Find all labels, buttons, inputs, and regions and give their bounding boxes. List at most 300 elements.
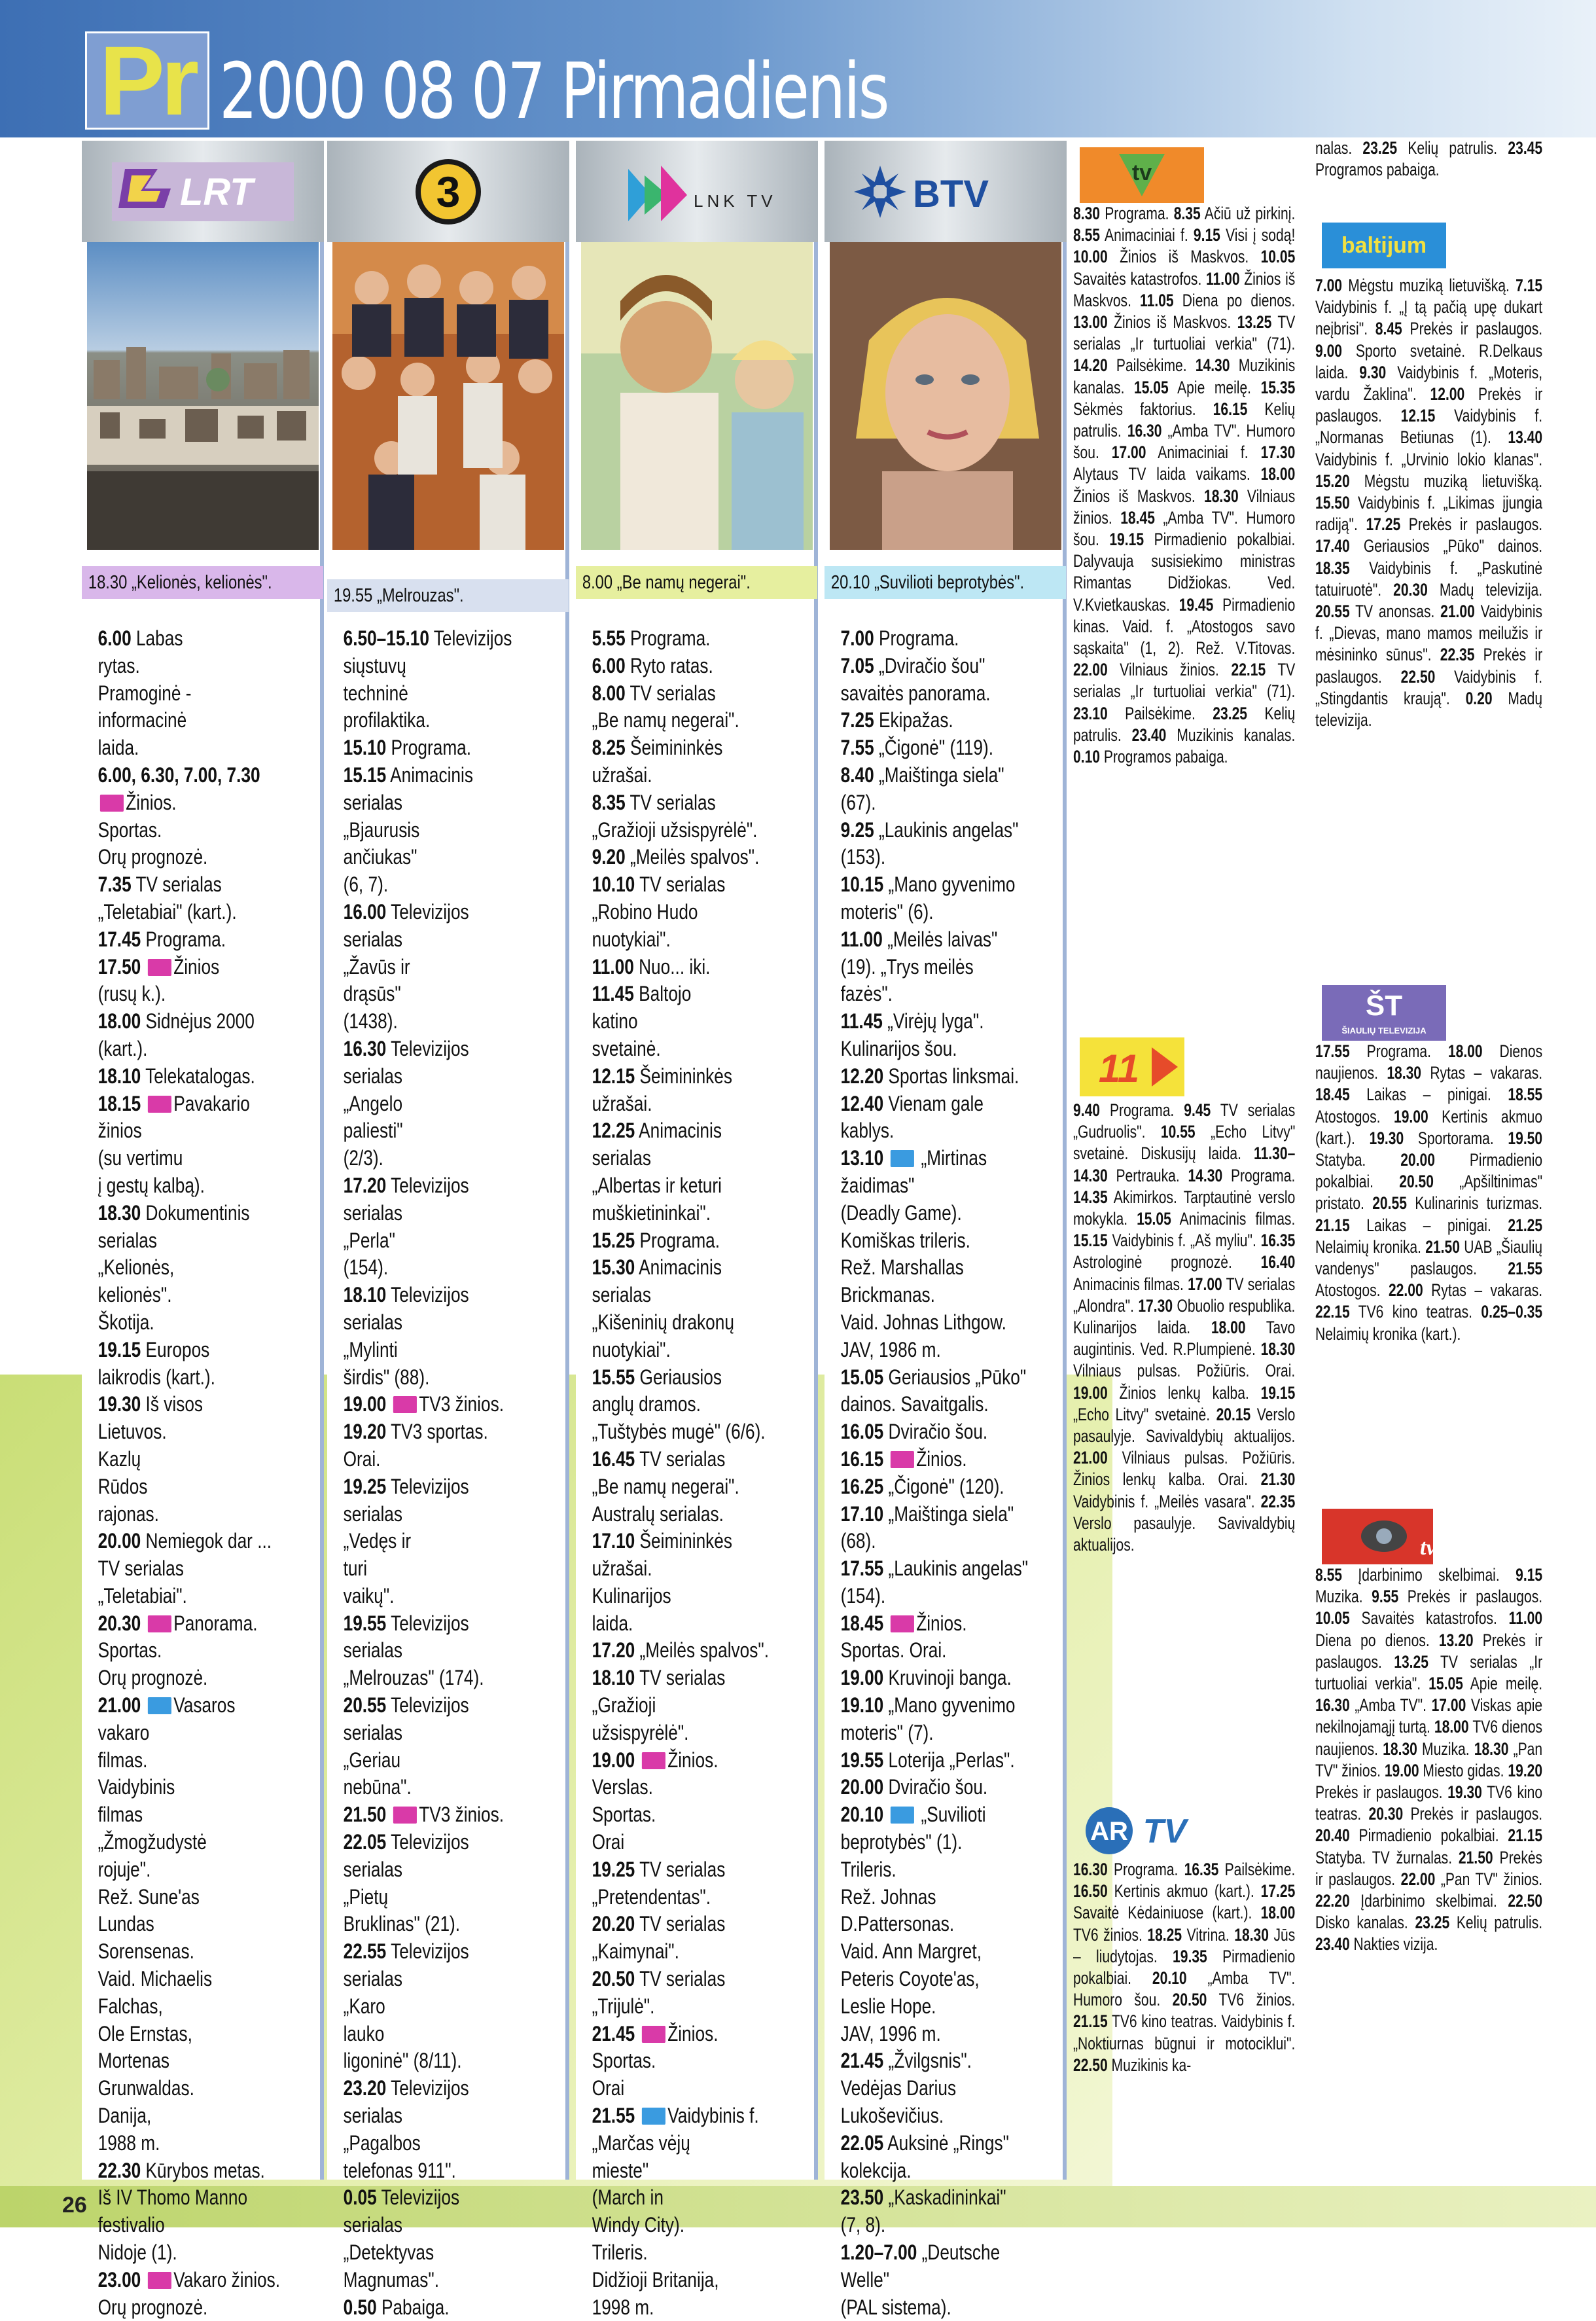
schedule-line: turi bbox=[343, 1556, 368, 1581]
schedule-line: katino bbox=[592, 1009, 638, 1034]
schedule-line: 22.55 Televizijos bbox=[343, 1939, 469, 1964]
schedule-line: 20.55 Televizijos bbox=[343, 1693, 469, 1718]
vilnius-tv-schedule-end: nalas. 23.25 Kelių patrulis. 23.45 Programos pabaiga. bbox=[1315, 138, 1543, 180]
schedule-line: (su vertimu bbox=[98, 1146, 183, 1170]
schedule-line: moteris" (7). bbox=[840, 1720, 934, 1744]
schedule-line: (67). bbox=[840, 790, 876, 814]
schedule-line: 22.05 Auksinė „Rings" bbox=[840, 2131, 1009, 2155]
schedule-line: serialas bbox=[343, 1064, 403, 1088]
schedule-line: 17.20 „Meilės spalvos". bbox=[592, 1638, 769, 1663]
schedule-line: „Geriau bbox=[343, 1748, 401, 1772]
schedule-line: 10.15 „Mano gyvenimo bbox=[840, 873, 1016, 897]
schedule-line: „Karo bbox=[343, 1994, 385, 2018]
schedule-line: Orai bbox=[592, 2076, 625, 2100]
schedule-line: Grunwaldas. bbox=[98, 2076, 194, 2100]
schedule-line: 17.55 „Laukinis angelas" bbox=[840, 1556, 1029, 1581]
tv3-photo bbox=[332, 242, 564, 550]
schedule-line: užsispyrėlė". bbox=[592, 1720, 689, 1744]
vilnius-tv-logo bbox=[1080, 147, 1204, 203]
schedule-line: „Žavūs ir bbox=[343, 954, 410, 979]
schedule-line: (7, 8). bbox=[840, 2213, 886, 2237]
schedule-line: 16.45 TV serialas bbox=[592, 1447, 726, 1471]
schedule-line: 6.00 Labas bbox=[98, 626, 183, 650]
lrt-logo-icon bbox=[108, 156, 298, 228]
btv-highlight: 20.10 „Suvilioti beprotybės". bbox=[825, 566, 1066, 599]
schedule-line: (68). bbox=[840, 1529, 876, 1553]
schedule-line: „Melrouzas" (174). bbox=[343, 1666, 484, 1690]
schedule-line: Sportas. bbox=[98, 818, 162, 842]
schedule-line: vaikų". bbox=[343, 1583, 395, 1608]
schedule-line: 8.40 „Maištinga siela" bbox=[840, 763, 1004, 787]
schedule-line: 0.50 Pabaiga. bbox=[343, 2295, 450, 2319]
schedule-line: Australų serialas. bbox=[592, 1502, 724, 1526]
svg-text:11: 11 bbox=[1098, 1047, 1140, 1090]
schedule-line: techninė bbox=[343, 681, 408, 705]
schedule-line: rojuje". bbox=[98, 1857, 151, 1881]
schedule-line: telefonas 911". bbox=[343, 2158, 456, 2182]
schedule-line: Orai. bbox=[343, 1447, 381, 1471]
svg-text:tv: tv bbox=[1420, 1536, 1436, 1560]
schedule-line: „Albertas ir keturi bbox=[592, 1173, 722, 1197]
schedule-line: Komiškas trileris. bbox=[840, 1228, 970, 1252]
schedule-line: 16.30 Televizijos bbox=[343, 1036, 469, 1060]
schedule-line: Vaid. Michaelis bbox=[98, 1967, 213, 1991]
lnk-highlight: 8.00 „Be namų negerai". bbox=[576, 566, 817, 599]
schedule-line: Lietuvos. bbox=[98, 1420, 167, 1444]
schedule-line: Leslie Hope. bbox=[840, 1994, 936, 2018]
schedule-line: 7.00 Programa. bbox=[840, 626, 959, 650]
schedule-line: 19.10 „Mano gyvenimo bbox=[840, 1693, 1016, 1718]
page-title: 2000 08 07 Pirmadienis bbox=[219, 46, 888, 136]
film-icon bbox=[148, 1697, 171, 1714]
schedule-line: Sportas. bbox=[98, 1638, 162, 1663]
schedule-line: 11.00 „Meilės laivas" bbox=[840, 927, 998, 951]
schedule-line: „Be namų negerai". bbox=[592, 1474, 739, 1498]
schedule-line: „Vedęs ir bbox=[343, 1529, 412, 1553]
schedule-line: Vaid. Ann Margret, bbox=[840, 1939, 982, 1964]
schedule-line: „Gražioji užsispyrėlė". bbox=[592, 818, 758, 842]
schedule-line: 22.05 Televizijos bbox=[343, 1830, 469, 1854]
schedule-line: laida. bbox=[592, 1611, 633, 1635]
schedule-line: 11.45 „Virėjų lyga". bbox=[840, 1009, 984, 1034]
svg-text:tv: tv bbox=[1131, 160, 1152, 185]
lnk-schedule bbox=[576, 625, 817, 2321]
schedule-line: Rūdos bbox=[98, 1474, 148, 1498]
schedule-line: Rež. Sune'as bbox=[98, 1884, 200, 1909]
tv-news-icon bbox=[393, 1807, 417, 1824]
schedule-line: 7.05 „Dviračio šou" bbox=[840, 653, 985, 677]
schedule-line: Didžioji Britanija, bbox=[592, 2267, 719, 2292]
tv-news-icon bbox=[148, 1615, 171, 1632]
schedule-line: Bruklinas" (21). bbox=[343, 1912, 461, 1936]
lrt-logo-text: LRT bbox=[180, 170, 253, 213]
schedule-line: 17.50 Žinios bbox=[98, 954, 220, 979]
schedule-line: 20.50 TV serialas bbox=[592, 1967, 726, 1991]
schedule-line: ligoninė" (8/11). bbox=[343, 2049, 462, 2073]
schedule-line: 18.00 Sidnėjus 2000 bbox=[98, 1009, 255, 1034]
schedule-line: kelionės". bbox=[98, 1283, 172, 1307]
schedule-line: laikrodis (kart.). bbox=[98, 1365, 215, 1389]
schedule-line: Lukoševičius. bbox=[840, 2104, 944, 2128]
schedule-line: 23.20 Televizijos bbox=[343, 2076, 469, 2100]
artv-schedule: 16.30 Programa. 16.35 Pailsėkime. 16.50 Kertinis akmuo (kart.). 17.25 Savaitė Kėdainiuose (kart.). 18.00 TV6 žinios. 18.25 Vitrina. 18.30 Jūs – liudytojas. 19.35 Pirmadienio pokalbiai. 20.10 „Amba TV". Humoro šou. 20.50 TV6 žinios. 21.15 TV6 kino teatras. Vaidybinis f. „Noktiurnas būgnui ir motociklui". 22.50 Muzikinis ka- bbox=[1073, 1860, 1296, 2075]
schedule-line: žaidimas" bbox=[840, 1173, 915, 1197]
schedule-line: „Žmogžudystė bbox=[98, 1830, 207, 1854]
schedule-line: 15.30 Animacinis bbox=[592, 1255, 722, 1280]
schedule-line: 16.25 „Čigonė" (120). bbox=[840, 1474, 1004, 1498]
schedule-line: 18.10 Televizijos bbox=[343, 1283, 469, 1307]
schedule-line: 19.30 Iš visos bbox=[98, 1392, 204, 1416]
schedule-line: 21.50 TV3 žinios. bbox=[343, 1803, 504, 1827]
schedule-line: Sportas. bbox=[592, 1803, 656, 1827]
page-number: 26 bbox=[62, 2193, 87, 2218]
schedule-line: TV serialas bbox=[98, 1556, 184, 1581]
schedule-line: profilaktika. bbox=[343, 708, 431, 732]
schedule-line: Verslas. bbox=[592, 1775, 653, 1799]
schedule-line: 17.20 Televizijos bbox=[343, 1173, 469, 1197]
schedule-line: 17.10 „Maištinga siela" bbox=[840, 1502, 1014, 1526]
schedule-line: 20.20 TV serialas bbox=[592, 1912, 726, 1936]
eleven-logo bbox=[1080, 1037, 1184, 1096]
schedule-line: 20.30 Panorama. bbox=[98, 1611, 258, 1635]
schedule-line: filmas. bbox=[98, 1748, 148, 1772]
schedule-line: Kulinarijos bbox=[592, 1583, 671, 1608]
tv3-logo-icon bbox=[409, 153, 488, 231]
schedule-line: Trileris. bbox=[840, 1857, 896, 1881]
schedule-line: „Tuštybės mugė" (6/6). bbox=[592, 1420, 766, 1444]
schedule-line: 18.45 Žinios. bbox=[840, 1611, 967, 1635]
schedule-line: muškietininkai". bbox=[592, 1200, 711, 1225]
schedule-line: „Robino Hudo bbox=[592, 899, 698, 924]
svg-text:TV: TV bbox=[1143, 1812, 1187, 1850]
schedule-line: D.Pattersonas. bbox=[840, 1912, 955, 1936]
schedule-line: 12.15 Šeimininkės bbox=[592, 1064, 733, 1088]
schedule-line: kolekcija. bbox=[840, 2158, 912, 2182]
schedule-line: Vedėjas Darius bbox=[840, 2076, 957, 2100]
schedule-line: „Mylinti bbox=[343, 1337, 398, 1361]
schedule-line: 12.25 Animacinis bbox=[592, 1119, 722, 1143]
film-icon bbox=[891, 1150, 914, 1167]
tv-news-icon bbox=[148, 2272, 171, 2289]
day-abbreviation: Pr bbox=[99, 26, 196, 135]
schedule-line: 19.55 Loterija „Perlas". bbox=[840, 1748, 1015, 1772]
column-btv bbox=[825, 141, 1067, 2319]
schedule-line: 23.00 Vakaro žinios. bbox=[98, 2267, 281, 2292]
schedule-line: 15.15 Animacinis bbox=[343, 763, 473, 787]
lrt-logo bbox=[82, 141, 324, 242]
schedule-line: Orų prognozė. bbox=[98, 1666, 208, 1690]
schedule-line: 1.20–7.00 „Deutsche bbox=[840, 2240, 1001, 2265]
column-tv3 bbox=[327, 141, 569, 2319]
svg-text:ŠIAULIŲ TELEVIZIJA: ŠIAULIŲ TELEVIZIJA bbox=[1341, 1026, 1427, 1035]
schedule-line: 10.10 TV serialas bbox=[592, 873, 726, 897]
schedule-line: 16.15 Žinios. bbox=[840, 1447, 967, 1471]
day-badge bbox=[85, 26, 209, 135]
schedule-line: serialas bbox=[592, 1146, 652, 1170]
schedule-line: užrašai. bbox=[592, 763, 652, 787]
schedule-line: „Teletabiai" (kart.). bbox=[98, 899, 237, 924]
schedule-line: 6.00 Ryto ratas. bbox=[592, 653, 713, 677]
side-column-left bbox=[1073, 141, 1302, 2183]
schedule-line: vakaro bbox=[98, 1720, 150, 1744]
schedule-line: 23.50 „Kaskadininkai" bbox=[840, 2186, 1006, 2210]
schedule-line: svetainė. bbox=[592, 1036, 661, 1060]
btv-photo bbox=[830, 242, 1061, 550]
svg-text:AR: AR bbox=[1090, 1817, 1128, 1846]
svg-text:ŠT: ŠT bbox=[1365, 990, 1403, 1022]
schedule-line: Sportas. Orai. bbox=[840, 1638, 947, 1663]
schedule-line: serialas bbox=[343, 1310, 403, 1334]
schedule-line: 17.45 Programa. bbox=[98, 927, 226, 951]
tv-news-icon bbox=[891, 1615, 914, 1632]
schedule-line: rajonas. bbox=[98, 1502, 159, 1526]
schedule-line: „Gražioji bbox=[592, 1693, 656, 1718]
side-column-right bbox=[1315, 138, 1551, 2183]
schedule-line: Brickmanas. bbox=[840, 1283, 935, 1307]
schedule-line: Sorensenas. bbox=[98, 1939, 194, 1964]
schedule-line: 16.00 Televizijos bbox=[343, 899, 469, 924]
film-icon bbox=[891, 1807, 914, 1824]
schedule-line: (March in bbox=[592, 2186, 664, 2210]
schedule-line: 21.45 „Žvilgsnis". bbox=[840, 2049, 972, 2073]
schedule-line: Žinios. bbox=[98, 789, 323, 817]
column-lnk bbox=[576, 141, 818, 2319]
schedule-line: 19.15 Europos bbox=[98, 1337, 210, 1361]
schedule-line: beprotybės" (1). bbox=[840, 1830, 963, 1854]
lnk-photo bbox=[581, 242, 813, 550]
schedule-line: (PAL sistema). bbox=[840, 2295, 951, 2319]
schedule-line: 21.00 Vasaros bbox=[98, 1693, 236, 1718]
schedule-line: 9.25 „Laukinis angelas" bbox=[840, 818, 1019, 842]
schedule-line: 11.45 Baltojo bbox=[592, 982, 692, 1006]
schedule-line: (kart.). bbox=[98, 1036, 148, 1060]
schedule-line: 19.25 TV serialas bbox=[592, 1857, 726, 1881]
schedule-line: Rež. Marshallas bbox=[840, 1255, 964, 1280]
schedule-line: 20.00 Dviračio šou. bbox=[840, 1775, 988, 1799]
schedule-line: „Perla" bbox=[343, 1228, 395, 1252]
lrt-schedule bbox=[82, 625, 323, 2321]
schedule-line: Welle" bbox=[840, 2267, 890, 2292]
schedule-line: serialas bbox=[98, 1228, 158, 1252]
tv-eye-logo bbox=[1322, 1509, 1436, 1564]
schedule-line: 7.55 „Čigonė" (119). bbox=[840, 736, 994, 760]
schedule-line: 17.10 Šeimininkės bbox=[592, 1529, 733, 1553]
schedule-line: „Detektyvas bbox=[343, 2240, 434, 2265]
schedule-line: paliesti" bbox=[343, 1119, 403, 1143]
schedule-line: 15.10 Programa. bbox=[343, 736, 472, 760]
schedule-line: anglų dramos. bbox=[592, 1392, 701, 1416]
schedule-line: serialas bbox=[343, 1720, 403, 1744]
schedule-line: 1998 m. bbox=[592, 2295, 654, 2319]
btv-logo-text: BTV bbox=[913, 172, 989, 215]
schedule-line: „Trijulė". bbox=[592, 1994, 655, 2018]
schedule-line: Ole Ernstas, bbox=[98, 2021, 192, 2045]
schedule-line: informacinė bbox=[98, 708, 187, 732]
schedule-line: Falchas, bbox=[98, 1994, 163, 2018]
schedule-line: JAV, 1986 m. bbox=[840, 1337, 941, 1361]
schedule-line: savaitės panorama. bbox=[840, 681, 991, 705]
lnk-logo-text: LNK TV bbox=[694, 190, 777, 211]
schedule-line: (1438). bbox=[343, 1009, 398, 1034]
schedule-line: Sportas. bbox=[592, 2049, 656, 2073]
schedule-line: 12.40 Vienam gale bbox=[840, 1091, 984, 1115]
schedule-line: Danija, bbox=[98, 2104, 152, 2128]
schedule-line: Pramoginė - bbox=[98, 681, 192, 705]
schedule-line: serialas bbox=[343, 1857, 403, 1881]
lrt-highlight: 18.30 „Kelionės, kelionės". bbox=[82, 566, 323, 599]
tv-news-icon bbox=[891, 1451, 914, 1468]
schedule-line: 20.00 Nemiegok dar ... bbox=[98, 1529, 272, 1553]
schedule-line: „Pietų bbox=[343, 1884, 389, 1909]
schedule-line: Kulinarijos šou. bbox=[840, 1036, 957, 1060]
schedule-line: 1988 m. bbox=[98, 2131, 160, 2155]
schedule-line: serialas bbox=[343, 1200, 403, 1225]
schedule-line: 6.00, 6.30, 7.00, 7.30 bbox=[98, 763, 260, 787]
btv-schedule bbox=[825, 625, 1066, 2321]
eleven-schedule: 9.40 Programa. 9.45 TV serialas „Gudruolis". 10.55 „Echo Litvy" svetainė. Diskusijų laida. 11.30–14.30 Pertrauka. 14.30 Programa. 14.35 Akimirkos. Tarptautinė verslo mokykla. 15.05 Animacinis filmas. 15.15 Vaidybinis f. „Aš myliu". 16.35 Astrologinė prognozė. 16.40 Animacinis filmas. 17.00 TV serialas „Alondra". 17.30 Obuolio respublika. Kulinarijos laida. 18.00 Tavo augintinis. Ved. R.Plumpienė. 18.30 Vilniaus pulsas. Požiūris. Orai. 19.00 Žinios lenkų kalba. 19.15 „Echo Litvy" svetainė. 20.15 Verslo pasaulyje. Savivaldybių aktualijos. 21.00 Vilniaus pulsas. Požiūris. Žinios lenkų kalba. Orai. 21.30 Vaidybinis f. „Meilės vasara". 22.35 Verslo pasaulyje. Savivaldybių aktualijos. bbox=[1073, 1100, 1296, 1555]
schedule-line: Orai bbox=[592, 1830, 625, 1854]
schedule-line: dainos. Savaitgalis. bbox=[840, 1392, 989, 1416]
schedule-line: (154). bbox=[343, 1255, 389, 1280]
schedule-line: žinios bbox=[98, 1119, 142, 1143]
schedule-line: 6.50–15.10 Televizijos bbox=[343, 626, 512, 650]
schedule-line: 18.30 Dokumentinis bbox=[98, 1200, 250, 1225]
schedule-line: laida. bbox=[98, 736, 139, 760]
schedule-line: 18.15 Pavakario bbox=[98, 1091, 250, 1115]
schedule-line: (rusų k.). bbox=[98, 982, 166, 1006]
schedule-line: serialas bbox=[343, 1638, 403, 1663]
baltijum-logo: baltijum bbox=[1322, 223, 1446, 268]
schedule-line: siųstuvų bbox=[343, 653, 406, 677]
schedule-line: 15.05 Geriausios „Pūko" bbox=[840, 1365, 1027, 1389]
film-icon bbox=[642, 2108, 665, 2125]
schedule-line: serialas bbox=[343, 2104, 403, 2128]
schedule-line: 19.20 TV3 sportas. bbox=[343, 1420, 488, 1444]
schedule-line: JAV, 1996 m. bbox=[840, 2021, 941, 2045]
schedule-line: 15.25 Programa. bbox=[592, 1228, 720, 1252]
schedule-line: Nidoje (1). bbox=[98, 2240, 177, 2265]
schedule-line: 12.20 Sportas linksmai. bbox=[840, 1064, 1020, 1088]
schedule-line: užrašai. bbox=[592, 1091, 652, 1115]
lnk-logo bbox=[576, 141, 818, 242]
schedule-line: festivalio bbox=[98, 2213, 165, 2237]
schedule-line: serialas bbox=[343, 1967, 403, 1991]
schedule-line: kablys. bbox=[840, 1119, 895, 1143]
baltijum-schedule: 7.00 Mėgstu muziką lietuvišką. 7.15 Vaidybinis f. „Į tą pačią upę dukart neįbrisi". 8.45 Prekės ir paslaugos. 9.00 Sporto svetainė. R.Delkaus laida. 9.30 Vaidybinis f. „Moteris, vardu Žaklina". 12.00 Prekės ir paslaugos. 12.15 Vaidybinis f. „Normanas Betiunas (1). 13.40 Vaidybinis f. „Urvinio lokio klanas". 15.20 Mėgstu muziką lietuvišką. 15.50 Vaidybinis f. „Likimas įjungia radiją". 17.25 Prekės ir paslaugos. 17.40 Geriausios „Pūko" dainos. 18.35 Vaidybinis f. „Paskutinė tatuiruotė". 20.30 Madų televizija. 20.55 TV anonsas. 21.00 Vaidybinis f. „Dievas, mano mamos meilužis ir mėsininko sūnus". 22.35 Prekės ir paslaugos. 22.50 Vaidybinis f. „Stingdantis kraują". 0.20 Madų televizija. bbox=[1315, 276, 1543, 730]
schedule-line: „Bjaurusis bbox=[343, 818, 420, 842]
schedule-line: „Pagalbos bbox=[343, 2131, 421, 2155]
schedule-line: Windy City). bbox=[592, 2213, 685, 2237]
schedule-line: 20.10 „Suvilioti bbox=[840, 1803, 986, 1827]
schedule-line: (153). bbox=[840, 845, 886, 869]
siauliu-tv-schedule: 17.55 Programa. 18.00 Dienos naujienos. 18.30 Rytas – vakaras. 18.45 Laikas – pinigai. 18.55 Atostogos. 19.00 Kertinis akmuo (kart.). 19.30 Sportorama. 19.50 Statyba. 20.00 Pirmadienio pokalbiai. 20.50 „Apšiltinimas" pristato. 20.55 Kulinarinis turizmas. 21.15 Laikas – pinigai. 21.25 Nelaimių kronika. 21.50 UAB „Šiaulių vandenys" paslaugos. 21.55 Atostogos. 22.00 Rytas – vakaras. 22.15 TV6 kino teatras. 0.25–0.35 Nelaimių kronika (kart.). bbox=[1315, 1041, 1543, 1344]
schedule-line: serialas bbox=[343, 1502, 403, 1526]
artv-logo bbox=[1080, 1803, 1197, 1859]
btv-logo-icon bbox=[847, 156, 1044, 228]
schedule-line: (6, 7). bbox=[343, 873, 389, 897]
schedule-line: „Be namų negerai". bbox=[592, 708, 739, 732]
schedule-line: drąsūs" bbox=[343, 982, 401, 1006]
schedule-line: „Kaimynai". bbox=[592, 1939, 679, 1964]
schedule-line: 7.25 Ekipažas. bbox=[840, 708, 953, 732]
schedule-line: 21.45 Žinios. bbox=[592, 2021, 718, 2045]
schedule-line: 22.30 Kūrybos metas. bbox=[98, 2158, 265, 2182]
schedule-line: „Kišeninių drakonų bbox=[592, 1310, 734, 1334]
schedule-line: Kazlų bbox=[98, 1447, 141, 1471]
schedule-line: 8.35 TV serialas bbox=[592, 790, 716, 814]
schedule-line: serialas bbox=[343, 927, 403, 951]
schedule-line: nebūna". bbox=[343, 1775, 412, 1799]
schedule-line: Vaid. Johnas Lithgow. bbox=[840, 1310, 1006, 1334]
schedule-line: širdis" (88). bbox=[343, 1365, 430, 1389]
schedule-line: 13.10 „Mirtinas bbox=[840, 1146, 987, 1170]
schedule-line: „Teletabiai". bbox=[98, 1583, 187, 1608]
siauliu-tv-logo bbox=[1322, 985, 1446, 1041]
schedule-line: Orų prognozė. bbox=[98, 845, 208, 869]
schedule-line: (2/3). bbox=[343, 1146, 383, 1170]
column-lrt bbox=[82, 141, 324, 2319]
schedule-line: rytas. bbox=[98, 653, 140, 677]
schedule-line: 18.10 Telekatalogas. bbox=[98, 1064, 255, 1088]
tv3-logo-text: 3 bbox=[436, 167, 461, 216]
tv-news-icon bbox=[148, 1096, 171, 1113]
tv3-highlight: 19.55 „Melrouzas". bbox=[327, 579, 569, 612]
schedule-line: „Pretendentas". bbox=[592, 1884, 711, 1909]
schedule-line: Lundas bbox=[98, 1912, 154, 1936]
schedule-line: Magnumas". bbox=[343, 2267, 440, 2292]
schedule-line: Peteris Coyote'as, bbox=[840, 1967, 980, 1991]
schedule-line: 9.20 „Meilės spalvos". bbox=[592, 845, 760, 869]
tv-news-icon bbox=[642, 1752, 665, 1769]
schedule-line: 15.55 Geriausios bbox=[592, 1365, 722, 1389]
schedule-line: Rež. Johnas bbox=[840, 1884, 936, 1909]
schedule-line: 19.00 Žinios. bbox=[592, 1748, 718, 1772]
schedule-line: 5.55 Programa. bbox=[592, 626, 711, 650]
schedule-line: Iš IV Thomo Manno bbox=[98, 2186, 248, 2210]
tv-eye-schedule: 8.55 Įdarbinimo skelbimai. 9.15 Muzika. 9.55 Prekės ir paslaugos. 10.05 Savaitės katastrofos. 11.00 Diena po dienos. 13.20 Prekės ir paslaugos. 13.25 TV serialas „Ir turtuoliai verkia". 15.05 Apie meilę. 16.30 „Amba TV". 17.00 Viskas apie nekilnojamąjį turtą. 18.00 TV6 dienos naujienos. 18.30 Muzika. 18.30 „Pan TV" žinios. 19.00 Miesto gidas. 19.20 Prekės ir paslaugos. 19.30 TV6 kino teatras. 20.30 Prekės ir paslaugos. 20.40 Pirmadienio pokalbiai. 21.15 Statyba. TV žurnalas. 21.50 Prekės ir paslaugos. 22.00 „Pan TV" žinios. 22.20 Įdarbinimo skelbimai. 22.50 Disko kanalas. 23.25 Kelių patrulis. 23.40 Nakties vizija. bbox=[1315, 1565, 1543, 1954]
schedule-line: 21.55 Vaidybinis f. bbox=[592, 2104, 759, 2128]
schedule-line: ančiukas" bbox=[343, 845, 417, 869]
schedule-line: serialas bbox=[343, 2213, 403, 2237]
schedule-line: mieste" bbox=[592, 2158, 649, 2182]
schedule-line: Mortenas bbox=[98, 2049, 169, 2073]
schedule-line: 8.00 TV serialas bbox=[592, 681, 716, 705]
tv3-schedule bbox=[327, 625, 569, 2321]
schedule-line: 18.10 TV serialas bbox=[592, 1666, 726, 1690]
vilnius-tv-schedule: 8.30 Programa. 8.35 Ačiū už pirkinį. 8.55 Animaciniai f. 9.15 Visi į sodą! 10.00 Žinios iš Maskvos. 10.05 Savaitės katastrofos. 11.00 Žinios iš Maskvos. 11.05 Diena po dienos. 13.00 Žinios iš Maskvos. 13.25 TV serialas „Ir turtuoliai verkia" (71). 14.20 Pailsėkime. 14.30 Muzikinis kanalas. 15.05 Apie meilę. 15.35 Sėkmės faktorius. 16.15 Kelių patrulis. 16.30 „Amba TV". Humoro šou. 17.00 Animaciniai f. 17.30 Alytaus TV laida vaikams. 18.00 Žinios iš Maskvos. 18.30 Vilniaus žinios. 18.45 „Amba TV". Humoro šou. 19.15 Pirmadienio pokalbiai. Dalyvauja susisiekimo ministras Rimantas Didžiokas. Ved. V.Kvietkauskas. 19.45 Pirmadienio kinas. Vaid. f. „Atostogos savo sąskaita" (1, 2). Rež. V.Titovas. 22.00 Vilniaus žinios. 22.15 TV serialas „Ir turtuoliai verkia" (71). 23.10 Pailsėkime. 23.25 Kelių patrulis. 23.40 Muzikinis kanalas. 0.10 Programos pabaiga. bbox=[1073, 204, 1296, 767]
schedule-line: 8.25 Šeimininkės bbox=[592, 736, 723, 760]
lnk-logo-icon bbox=[615, 156, 779, 228]
schedule-line: 11.00 Nuo... iki. bbox=[592, 954, 711, 979]
schedule-line: nuotykiai". bbox=[592, 927, 671, 951]
schedule-line: užrašai. bbox=[592, 1556, 652, 1581]
schedule-line: moteris" (6). bbox=[840, 899, 934, 924]
schedule-line: Vaidybinis bbox=[98, 1775, 175, 1799]
tv-news-icon bbox=[642, 2026, 665, 2043]
lrt-photo bbox=[87, 242, 319, 550]
schedule-line: serialas bbox=[343, 790, 403, 814]
schedule-line: 16.05 Dviračio šou. bbox=[840, 1420, 988, 1444]
schedule-line: „Marčas vėjų bbox=[592, 2131, 690, 2155]
schedule-line: 19.00 TV3 žinios. bbox=[343, 1392, 504, 1416]
schedule-line: 19.25 Televizijos bbox=[343, 1474, 469, 1498]
schedule-line: nuotykiai". bbox=[592, 1337, 671, 1361]
tv3-logo bbox=[327, 141, 569, 242]
schedule-line: 19.55 Televizijos bbox=[343, 1611, 469, 1635]
schedule-line: fazės". bbox=[840, 982, 893, 1006]
btv-logo bbox=[825, 141, 1067, 242]
schedule-line: 0.05 Televizijos bbox=[343, 2186, 460, 2210]
